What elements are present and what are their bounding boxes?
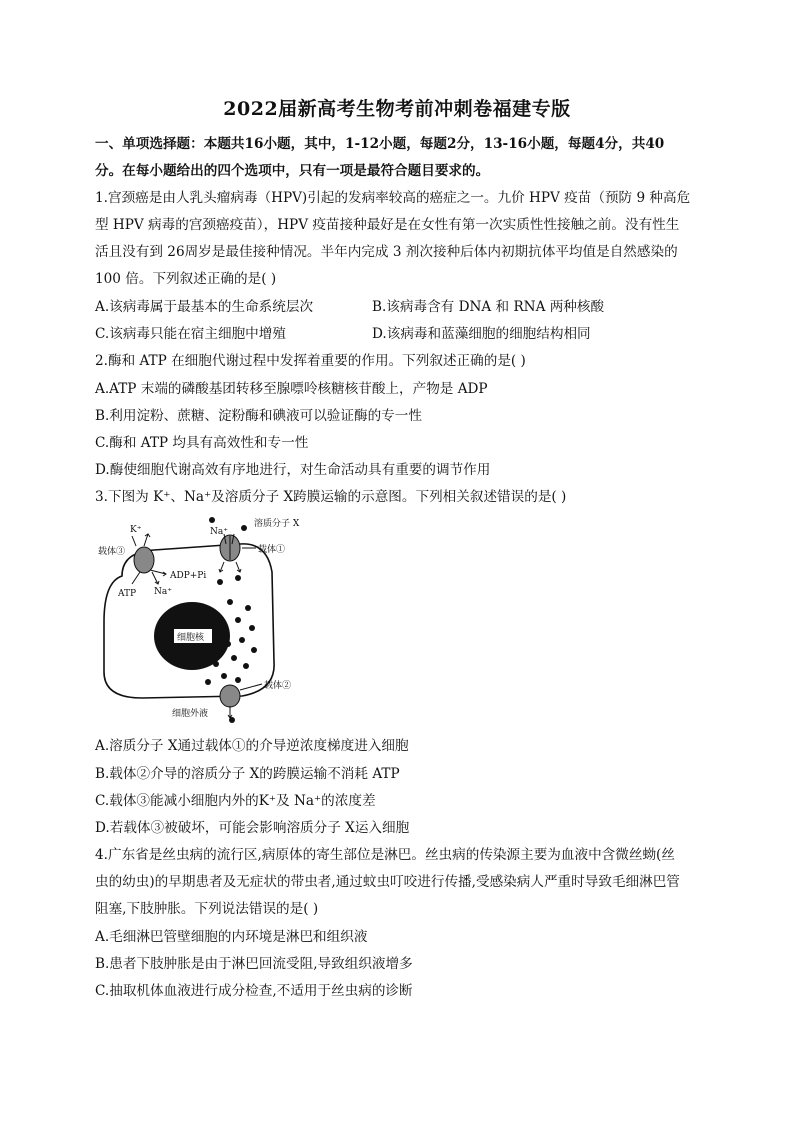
section-instructions-line2: 分。在每小题给出的四个选项中，只有一项是最符合题目要求的。	[95, 163, 490, 179]
q3-option-a: A.溶质分子 X通过载体①的介导逆浓度梯度进入细胞	[95, 738, 409, 754]
label-solute: 溶质分子 X	[254, 519, 300, 529]
q4-option-c: C.抽取机体血液进行成分检查,不适用于丝虫病的诊断	[95, 983, 413, 999]
label-na-in: Na⁺	[154, 587, 172, 597]
label-atp: ATP	[118, 589, 137, 599]
q3-option-d: D.若载体③被破坏，可能会影响溶质分子 X运入细胞	[95, 820, 410, 836]
section-instructions-line1: 一、单项选择题：本题共16小题，其中，1-12小题，每题2分，13-16小题，每题4分，共40	[95, 136, 665, 152]
label-adp: ADP+Pi	[170, 571, 207, 581]
carrier-3	[134, 547, 154, 573]
q3-stem: 3.下图为 K⁺、Na⁺及溶质分子 X跨膜运输的示意图。下列相关叙述错误的是( )	[95, 489, 567, 505]
q1-option-d: D.该病毒和蓝藻细胞的细胞结构相同	[372, 326, 591, 342]
page-title: 2022届新高考生物考前冲刺卷福建专版	[223, 98, 571, 120]
label-carrier-2: 载体②	[264, 681, 292, 691]
q3-option-c: C.载体③能减小细胞内外的K⁺及 Na⁺的浓度差	[95, 793, 376, 809]
nucleus-label: 细胞核	[177, 633, 205, 643]
q4-stem-line1: 4.广东省是丝虫病的流行区,病原体的寄生部位是淋巴。丝虫病的传染源主要为血液中含微丝蚴(丝	[95, 847, 675, 863]
q3-option-b: B.载体②介导的溶质分子 X的跨膜运输不消耗 ATP	[95, 766, 400, 782]
q4-option-b: B.患者下肢肿胀是由于淋巴回流受阻,导致组织液增多	[95, 956, 413, 972]
carrier-2	[220, 685, 240, 707]
q1-option-a: A.该病毒属于最基本的生命系统层次	[95, 299, 314, 315]
q1-stem-line4: 100 倍。下列叙述正确的是( )	[95, 271, 277, 287]
label-carrier-3: 载体③	[98, 547, 126, 557]
q1-stem-line3: 活且没有到 26周岁是最佳接种情况。半年内完成 3 剂次接种后体内初期抗体平均值是自然感染的	[95, 244, 678, 260]
q2-option-d: D.酶使细胞代谢高效有序地进行，对生命活动具有重要的调节作用	[95, 462, 491, 478]
membrane-transport-diagram	[92, 512, 324, 726]
q2-option-b: B.利用淀粉、蔗糖、淀粉酶和碘液可以验证酶的专一性	[95, 408, 422, 424]
q4-option-a: A.毛细淋巴管壁细胞的内环境是淋巴和组织液	[95, 929, 368, 945]
label-outside: 细胞外液	[172, 709, 209, 719]
label-k: K⁺	[130, 525, 142, 535]
q4-stem-line2: 虫的幼虫)的早期患者及无症状的带虫者,通过蚊虫叮咬进行传播,受感染病人严重时导致毛细淋巴管	[95, 874, 680, 890]
q1-option-c: C.该病毒只能在宿主细胞中增殖	[95, 326, 286, 342]
q4-stem-line3: 阻塞,下肢肿胀。下列说法错误的是( )	[95, 901, 319, 917]
q2-stem: 2.酶和 ATP 在细胞代谢过程中发挥着重要的作用。下列叙述正确的是( )	[95, 353, 526, 369]
label-carrier-1: 载体①	[258, 545, 286, 555]
q1-option-b: B.该病毒含有 DNA 和 RNA 两种核酸	[372, 299, 605, 315]
q2-option-c: C.酶和 ATP 均具有高效性和专一性	[95, 435, 309, 451]
q2-option-a: A.ATP 末端的磷酸基团转移至腺嘌呤核糖核苷酸上，产物是 ADP	[95, 381, 488, 397]
label-na-top: Na⁺	[210, 527, 228, 537]
q1-stem-line2: 型 HPV 病毒的宫颈癌疫苗），HPV 疫苗接种最好是在女性有第一次实质性性接触之前。没有性生	[95, 217, 680, 233]
q1-stem-line1: 1.宫颈癌是由人乳头瘤病毒（HPV)引起的发病率较高的癌症之一。九价 HPV 疫苗（预防 9 种高危	[95, 190, 691, 206]
